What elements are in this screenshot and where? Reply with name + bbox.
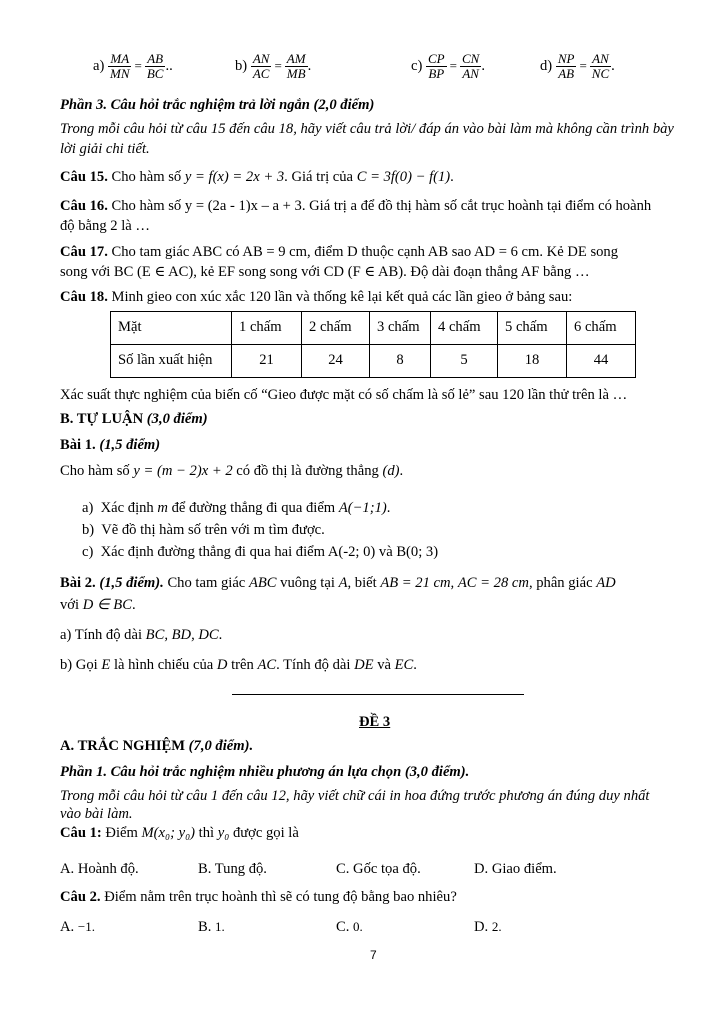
text: với [60, 597, 80, 613]
numerator: AN [252, 51, 270, 66]
table-cell: 8 [370, 345, 431, 378]
exam-title: ĐỀ 3 [359, 714, 391, 730]
bai2-line1 [60, 574, 616, 593]
question-label: Câu 18. [60, 289, 108, 305]
formula: D [216, 657, 228, 673]
part1-instruction-2: vào bài làm. [60, 806, 133, 822]
q2-option-a [60, 918, 95, 937]
text: . [413, 657, 417, 673]
formula: C = 3f(0) − f(1) [356, 169, 451, 185]
part-b-heading [60, 410, 208, 429]
formula: AB = 21 cm, [380, 575, 455, 591]
tail: .. [165, 58, 173, 75]
question-16 [60, 197, 651, 216]
denominator: AC [252, 66, 270, 82]
tail: . [611, 58, 615, 75]
q1-option-a: A. Hoành độ. [60, 861, 139, 877]
text: Xác định [100, 500, 154, 516]
denominator: NC [591, 66, 610, 82]
numerator: NP [557, 51, 575, 66]
text: . [131, 597, 136, 613]
text: là hình chiếu của [113, 657, 214, 673]
text: A. TRẮC NGHIỆM [60, 738, 186, 754]
fraction [590, 52, 611, 82]
option-value: −1. [77, 919, 95, 934]
text: Điểm nằm trên trục hoành thì sẽ có tung độ bằng bao nhiêu? [104, 889, 457, 905]
table-cell: 5 [431, 345, 498, 378]
text: và [377, 657, 391, 673]
option-value: 0. [353, 919, 363, 934]
list-item [82, 543, 438, 565]
q1-option-c: C. Gốc tọa độ. [336, 861, 421, 877]
option-value: 2. [491, 919, 502, 934]
question-label: Câu 16. [60, 198, 108, 214]
text: . Tính độ dài [276, 657, 351, 673]
formula: A [338, 575, 348, 591]
dice-table [110, 311, 636, 378]
text: Vẽ đồ thị hàm số trên với m tìm được. [101, 522, 325, 538]
denominator: MN [110, 66, 130, 82]
formula: M(x₀; y₀) [141, 825, 196, 841]
numerator: AB [147, 51, 164, 66]
formula: m [157, 500, 168, 516]
text: , biết [347, 575, 377, 591]
fraction [108, 52, 132, 82]
option-label: d) [540, 58, 553, 75]
text: thì [198, 825, 215, 841]
denominator: AB [558, 66, 575, 82]
formula: ABC [248, 575, 277, 591]
text: được gọi là [232, 825, 299, 841]
numerator: CN [461, 51, 480, 66]
text: B. TỰ LUẬN [60, 411, 144, 427]
tail: . [307, 58, 312, 75]
formula: A(−1;1) [338, 500, 387, 516]
table-cell: 3 chấm [370, 312, 431, 345]
formula: AC = 28 cm [457, 575, 529, 591]
formula: y = f(x) = 2x + 3 [184, 169, 285, 185]
tail: . [481, 58, 485, 75]
question-17 [60, 243, 618, 262]
text: . [386, 500, 391, 516]
formula: AD [596, 575, 616, 591]
question-label: Câu 17. [60, 244, 108, 260]
question-18 [60, 288, 572, 307]
q2-option-c [336, 918, 363, 937]
numerator: MA [110, 51, 130, 66]
text: Cho hàm số y = (2a - 1)x – a + 3. Giá trị a để đồ thị hàm số cắt trục hoành tại điểm có hoành [111, 198, 652, 214]
bai2-line2 [60, 596, 136, 615]
option-label: c) [411, 58, 423, 75]
text: để đường thẳng đi qua điểm [171, 500, 336, 516]
option-letter: B. [198, 919, 212, 935]
q1-option-b: B. Tung độ. [198, 861, 267, 877]
table-cell: 5 chấm [498, 312, 567, 345]
numerator: AM [286, 51, 306, 66]
formula: BC, BD, DC [145, 627, 219, 643]
table-cell: 1 chấm [232, 312, 302, 345]
part3-instruction-1: Trong mỗi câu hỏi từ câu 15 đến câu 18, hãy viết câu trả lời/ đáp án vào bài làm mà không cần trình bày [60, 121, 674, 137]
q2-option-d [474, 918, 502, 937]
formula: EC [394, 657, 414, 673]
bai1-heading [60, 436, 160, 455]
item-label: a) [82, 500, 94, 516]
text: Xác định đường thẳng đi qua hai điểm A(-2; 0) và B(0; 3) [100, 544, 439, 560]
denominator: MB [286, 66, 306, 82]
option-c: c) $\frac{CP}{BP}$ = $\frac{CN}{AN}$ . [411, 51, 485, 82]
option-label: a) [93, 58, 105, 75]
table-cell: 21 [232, 345, 302, 378]
text: (3,0 điểm) [146, 411, 208, 427]
question-16-line2: độ bằng 2 là … [60, 218, 150, 234]
table-cell: 4 chấm [431, 312, 498, 345]
text: , phân giác [528, 575, 593, 591]
bai1-intro [60, 462, 403, 481]
text: . Giá trị của [284, 169, 354, 185]
table-header-row [111, 312, 636, 345]
question-label: Câu 15. [60, 169, 108, 185]
text: Điểm [105, 825, 138, 841]
part-a-heading [60, 737, 253, 756]
text: có đồ thị là đường thẳng [236, 463, 379, 479]
formula: DE [354, 657, 374, 673]
formula: E [101, 657, 111, 673]
text: (1,5 điểm). [99, 575, 164, 591]
q2-option-b [198, 918, 225, 937]
table-row [111, 345, 636, 378]
fraction [460, 52, 481, 82]
part1-instruction-1: Trong mỗi câu hỏi từ câu 1 đến câu 12, hãy viết chữ cái in hoa đứng trước phương án đúng duy nhất [60, 788, 650, 804]
option-a: a) $\frac{MA}{MN}$ = $\frac{AB}{BC}$ .. [93, 51, 173, 82]
text: Minh gieo con xúc xắc 120 lần và thống kê lại kết quả các lần gieo ở bảng sau: [111, 289, 573, 305]
table-cell: Mặt [111, 312, 232, 345]
page-number: 7 [370, 948, 377, 962]
bai2-question-a [60, 626, 222, 645]
fraction [285, 52, 308, 82]
item-label: b) [82, 522, 95, 538]
text: Cho hàm số [111, 169, 182, 185]
text: a) Tính độ dài [60, 627, 143, 643]
text: . [399, 463, 404, 479]
numerator: CP [428, 51, 445, 66]
formula: y₀ [217, 825, 230, 841]
text: Cho hàm số [60, 463, 130, 479]
list-item [82, 499, 438, 521]
option-letter: D. [474, 919, 489, 935]
denominator: BC [146, 66, 164, 82]
text: Cho tam giác [167, 575, 246, 591]
option-label: b) [235, 58, 248, 75]
text: b) Gọi [60, 657, 98, 673]
text: trên [231, 657, 254, 673]
denominator: BP [428, 66, 445, 82]
text: (7,0 điểm). [188, 738, 254, 754]
text: Bài 1. [60, 437, 96, 453]
q1-option-d: D. Giao điểm. [474, 861, 557, 877]
question-17-line2: song với BC (E ∈ AC), kẻ EF song song với CD (F ∈ AB). Độ dài đoạn thẳng AF bằng … [60, 264, 590, 280]
table-cell: Số lần xuất hiện [111, 345, 232, 378]
question-2 [60, 888, 457, 907]
text: vuông tại [280, 575, 335, 591]
fraction [426, 52, 447, 82]
formula: D ∈ BC [82, 597, 132, 613]
option-letter: A. [60, 919, 75, 935]
table-cell: 18 [498, 345, 567, 378]
text: Cho tam giác ABC có AB = 9 cm, điểm D thuộc cạnh AB sao AD = 6 cm. Kẻ DE song [111, 244, 619, 260]
text: (1,5 điểm) [99, 437, 161, 453]
question-label: Câu 2. [60, 889, 101, 905]
numerator: AN [592, 51, 609, 66]
part1-heading: Phần 1. Câu hỏi trắc nghiệm nhiều phương án lựa chọn (3,0 điểm). [60, 764, 470, 780]
text: . [218, 627, 223, 643]
section-divider [232, 694, 524, 695]
part3-heading: Phần 3. Câu hỏi trắc nghiệm trả lời ngắn (2,0 điểm) [60, 97, 375, 113]
list-item [82, 521, 438, 543]
option-d: d) $\frac{NP}{AB}$ = $\frac{AN}{NC}$ . [540, 51, 615, 82]
option-b: b) $\frac{AN}{AC}$ = $\frac{AM}{MB}$ . [235, 51, 312, 82]
table-cell: 2 chấm [302, 312, 370, 345]
option-letter: C. [336, 919, 350, 935]
fraction [556, 52, 577, 82]
question-15 [60, 168, 454, 187]
bai2-question-b [60, 656, 417, 675]
question-label: Câu 1: [60, 825, 102, 841]
text: . [450, 169, 454, 185]
question-18-after: Xác suất thực nghiệm của biến cố “Gieo được mặt có số chấm là số lẻ” sau 120 lần thử trên là … [60, 387, 628, 403]
part3-instruction-2: lời giải chi tiết. [60, 141, 150, 157]
denominator: AN [462, 66, 479, 82]
item-label: c) [82, 544, 94, 560]
table-cell: 6 chấm [567, 312, 636, 345]
formula: y = (m − 2)x + 2 [133, 463, 233, 479]
fraction [251, 52, 272, 82]
table-cell: 24 [302, 345, 370, 378]
fraction [145, 52, 166, 82]
text: Bài 2. [60, 575, 96, 591]
formula: (d) [382, 463, 400, 479]
bai1-items [82, 499, 438, 565]
option-value: 1. [215, 919, 225, 934]
formula: AC [257, 657, 277, 673]
question-1 [60, 824, 299, 843]
table-cell: 44 [567, 345, 636, 378]
